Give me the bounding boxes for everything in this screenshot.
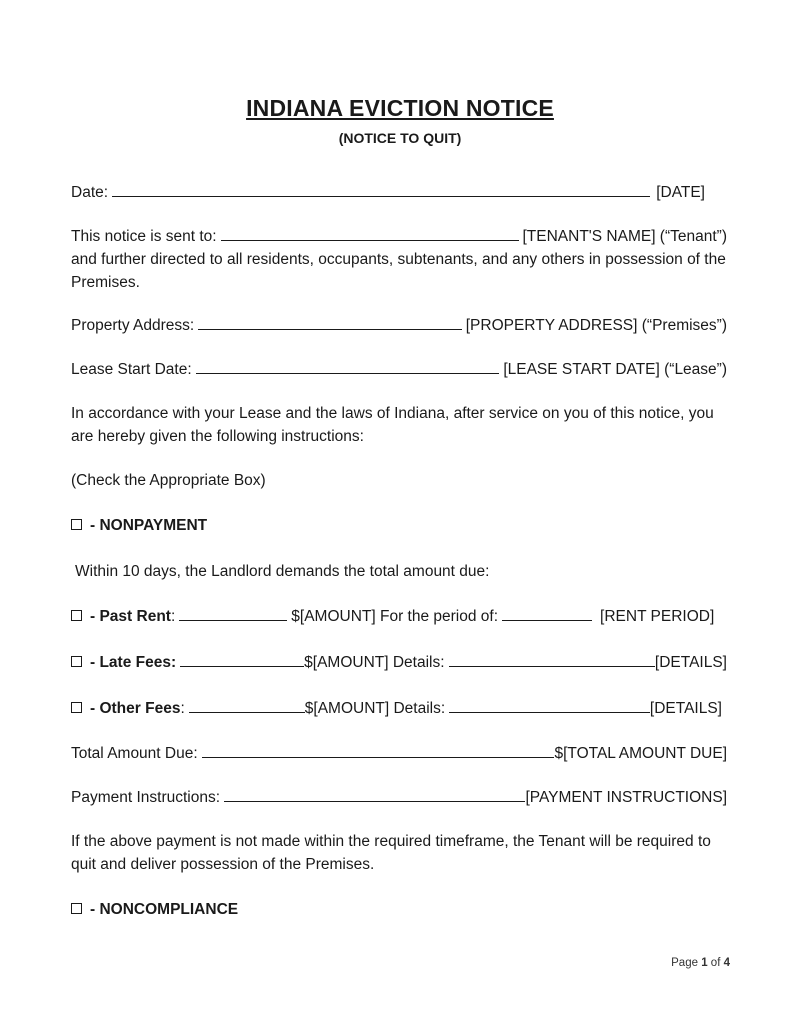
late-fees-amount-field[interactable] bbox=[180, 652, 304, 667]
date-placeholder: [DATE] bbox=[656, 184, 705, 201]
past-rent-amount-field[interactable] bbox=[179, 606, 287, 621]
late-fees-details-placeholder: [DETAILS] bbox=[654, 654, 727, 671]
lease-start-field[interactable] bbox=[196, 359, 500, 374]
total-pages: 4 bbox=[723, 957, 730, 969]
total-placeholder: $[TOTAL AMOUNT DUE] bbox=[554, 745, 727, 762]
nonpayment-section bbox=[71, 515, 731, 538]
rent-period-placeholder: [RENT PERIOD] bbox=[600, 608, 715, 625]
other-fees-checkbox[interactable] bbox=[71, 702, 82, 713]
late-fees-row bbox=[71, 652, 727, 674]
other-fees-label: - Other Fees bbox=[90, 700, 181, 717]
noncompliance-section bbox=[71, 899, 731, 922]
past-rent-label: - Past Rent bbox=[90, 608, 171, 625]
page-title: INDIANA EVICTION NOTICE bbox=[246, 95, 554, 121]
payment-instructions-row bbox=[71, 787, 727, 809]
check-note: (Check the Appropriate Box) bbox=[71, 472, 266, 489]
page-number bbox=[671, 957, 730, 969]
past-rent-colon: : bbox=[170, 608, 176, 625]
demand-text: Within 10 days, the Landlord demands the total amount due: bbox=[75, 563, 490, 580]
property-placeholder: [PROPERTY ADDRESS] (“Premises”) bbox=[465, 317, 727, 334]
sent-to-continuation: and further directed to all residents, occupants, subtenants, and any others in possession of the Premises. bbox=[71, 251, 726, 291]
other-fees-amount-field[interactable] bbox=[189, 698, 305, 713]
noncompliance-heading: - NONCOMPLIANCE bbox=[90, 901, 239, 918]
property-address-field[interactable] bbox=[198, 315, 462, 330]
total-amount-field[interactable] bbox=[202, 743, 555, 758]
payment-instructions-field[interactable] bbox=[224, 787, 525, 802]
tenant-name-placeholder: [TENANT'S NAME] (“Tenant”) bbox=[522, 228, 727, 245]
rent-period-field[interactable] bbox=[502, 606, 592, 621]
nonpayment-checkbox[interactable] bbox=[71, 519, 82, 530]
past-rent-row bbox=[71, 606, 727, 628]
lease-start-label: Lease Start Date: bbox=[71, 361, 192, 378]
past-rent-checkbox[interactable] bbox=[71, 610, 82, 621]
other-fees-details-field[interactable] bbox=[449, 698, 650, 713]
total-label: Total Amount Due: bbox=[71, 745, 198, 762]
past-rent-amount-text: $[AMOUNT] For the period of: bbox=[291, 608, 499, 625]
total-row bbox=[71, 743, 727, 765]
sent-to-row bbox=[71, 226, 727, 248]
page-subtitle: (NOTICE TO QUIT) bbox=[338, 130, 462, 146]
date-field[interactable] bbox=[112, 182, 650, 197]
intro-paragraph: In accordance with your Lease and the laws of Indiana, after service on you of this notice, you are hereby given the following instructions: bbox=[71, 405, 714, 445]
lease-start-placeholder: [LEASE START DATE] (“Lease”) bbox=[503, 361, 727, 378]
nonpayment-heading: - NONPAYMENT bbox=[90, 517, 208, 534]
property-label: Property Address: bbox=[71, 317, 195, 334]
tenant-name-field[interactable] bbox=[221, 226, 519, 241]
sent-to-label: This notice is sent to: bbox=[71, 228, 217, 245]
other-fees-colon: : bbox=[180, 700, 185, 717]
late-fees-checkbox[interactable] bbox=[71, 656, 82, 667]
lease-start-row bbox=[71, 359, 727, 381]
noncompliance-checkbox[interactable] bbox=[71, 903, 82, 914]
late-fees-details-field[interactable] bbox=[449, 652, 655, 667]
current-page: 1 bbox=[701, 957, 708, 969]
late-fees-amount-text: $[AMOUNT] Details: bbox=[304, 654, 445, 671]
late-fees-label: - Late Fees: bbox=[90, 654, 177, 671]
of-word: of bbox=[710, 957, 721, 969]
other-fees-amount-text: $[AMOUNT] Details: bbox=[304, 700, 446, 717]
date-label: Date: bbox=[71, 184, 109, 201]
page-word: Page bbox=[671, 957, 698, 969]
other-fees-details-placeholder: [DETAILS] bbox=[649, 700, 722, 717]
warning-paragraph: If the above payment is not made within the required timeframe, the Tenant will be required to quit and deliver possession of the Premises. bbox=[71, 833, 711, 873]
property-row bbox=[71, 315, 727, 337]
date-row bbox=[71, 182, 727, 204]
payment-instructions-label: Payment Instructions: bbox=[71, 789, 221, 806]
other-fees-row bbox=[71, 698, 727, 720]
payment-instructions-placeholder: [PAYMENT INSTRUCTIONS] bbox=[525, 789, 727, 806]
